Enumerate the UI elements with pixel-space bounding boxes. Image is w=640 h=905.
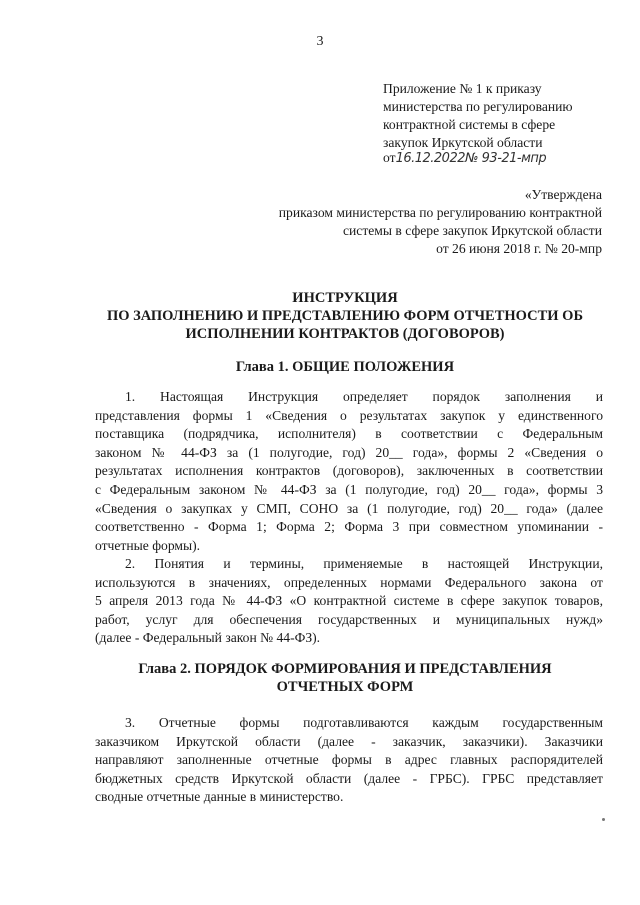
paragraph-line: представления формы 1 «Сведения о результатах закупок у единственного xyxy=(95,407,603,423)
paragraph-2 xyxy=(95,555,603,648)
appendix-line: Приложение № 1 к приказу xyxy=(383,81,542,96)
paragraph-line: результатах исполнения контрактов (договоров), заключенных в соответствии xyxy=(95,463,603,479)
paragraph-line: соответственно - Форма 1; Форма 2; Форма 3 при совместном упоминании - xyxy=(95,519,603,535)
paragraph-line: бюджетных средств Иркутской области (далее - ГРБС). ГРБС представляет xyxy=(95,770,603,786)
paragraph-line: 1. Настоящая Инструкция определяет порядок заполнения и xyxy=(125,389,603,404)
chapter-2-heading xyxy=(50,660,640,696)
chapter-1-heading xyxy=(50,358,640,376)
document-title xyxy=(50,289,640,343)
scan-artifact-dot xyxy=(602,818,605,821)
paragraph-line: направляют заполненные отчетные формы в адрес главных распорядителей xyxy=(95,752,603,768)
chapter-heading-line: Глава 1. ОБЩИЕ ПОЛОЖЕНИЯ xyxy=(235,359,455,375)
paragraph-line: отчетные формы). xyxy=(95,537,201,553)
approved-block xyxy=(182,186,602,258)
paragraph-line: 2. Понятия и термины, применяемые в настоящей Инструкции, xyxy=(125,556,603,571)
page-number: 3 xyxy=(316,34,324,49)
chapter-heading-line: ОТЧЕТНЫХ ФОРМ xyxy=(276,679,414,695)
handwritten-date-number: 16.12.2022№ 93-21-мпр xyxy=(395,151,547,166)
order-date-prefix: от xyxy=(383,150,396,165)
appendix-line: закупок Иркутской области xyxy=(383,135,543,150)
approved-line: «Утверждена xyxy=(524,187,602,202)
chapter-heading-line: Глава 2. ПОРЯДОК ФОРМИРОВАНИЯ И ПРЕДСТАВЛЕНИЯ xyxy=(138,661,552,677)
paragraph-line: 5 апреля 2013 года № 44-ФЗ «О контрактной системе в сфере закупок товаров, xyxy=(95,593,603,609)
title-line: ИСПОЛНЕНИИ КОНТРАКТОВ (ДОГОВОРОВ) xyxy=(185,326,505,342)
order-date-number xyxy=(383,150,546,166)
approved-line: от 26 июня 2018 г. № 20-мпр xyxy=(436,241,602,256)
appendix-line: контрактной системы в сфере xyxy=(383,117,556,132)
paragraph-line: поставщика (подрядчика, исполнителя) в соответствии с Федеральным xyxy=(95,426,603,442)
appendix-line: министерства по регулированию xyxy=(383,99,573,114)
paragraph-1 xyxy=(95,388,603,555)
paragraph-line: 3. Отчетные формы подготавливаются каждым государственным xyxy=(125,715,603,730)
approved-line: приказом министерства по регулированию контрактной xyxy=(278,205,602,220)
paragraph-line: сводные отчетные данные в министерство. xyxy=(95,789,344,805)
title-line: ИНСТРУКЦИЯ xyxy=(292,290,398,306)
paragraph-line: законом № 44-ФЗ за (1 полугодие, год) 20__ года», формы 2 «Сведения о xyxy=(95,444,603,460)
approved-line: системы в сфере закупок Иркутской области xyxy=(342,223,602,238)
paragraph-line: заказчиком Иркутской области (далее - заказчик, заказчики). Заказчики xyxy=(95,733,603,749)
paragraph-line: используются в значениях, определенных нормами Федерального закона от xyxy=(95,574,603,590)
paragraph-line: работ, услуг для обеспечения государственных и муниципальных нужд» xyxy=(95,611,603,627)
paragraph-line: (далее - Федеральный закон № 44-ФЗ). xyxy=(95,630,321,646)
appendix-block xyxy=(383,80,623,152)
title-line: ПО ЗАПОЛНЕНИЮ И ПРЕДСТАВЛЕНИЮ ФОРМ ОТЧЕТНОСТИ ОБ xyxy=(106,308,584,324)
paragraph-line: «Сведения о закупках у СМП, СОНО за (1 полугодие, год) 20__ года» (далее xyxy=(95,500,603,516)
paragraph-line: с Федеральным законом № 44-ФЗ за (1 полугодие, год) 20__ года», формы 3 xyxy=(95,481,603,497)
paragraph-3 xyxy=(95,714,603,807)
